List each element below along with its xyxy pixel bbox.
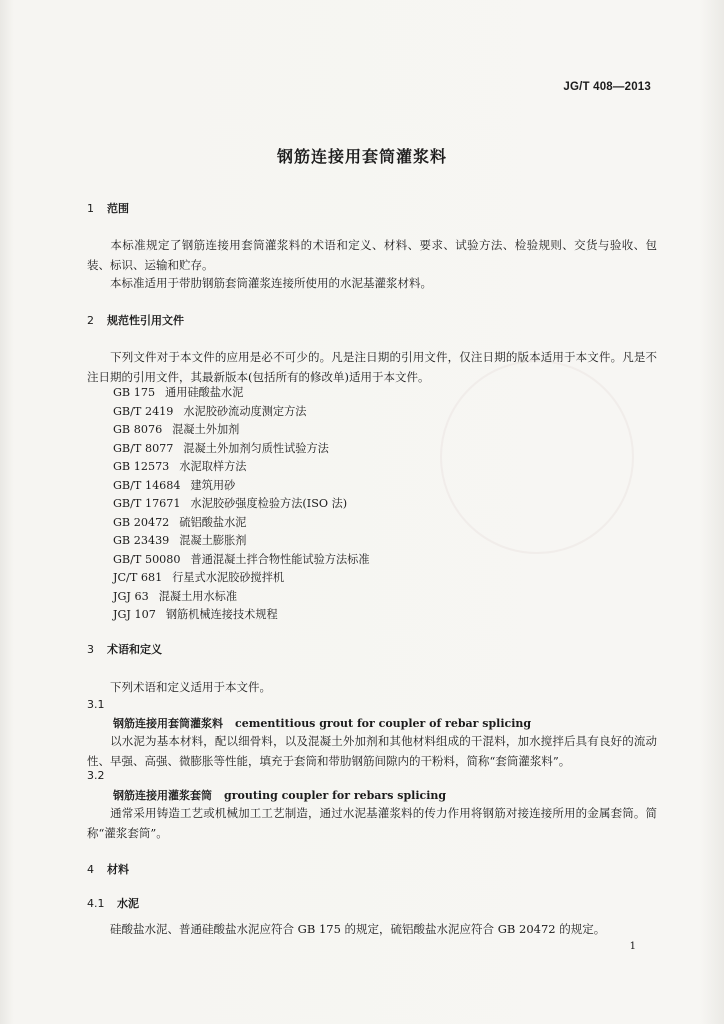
term-3-1-number: 3.1 [87,698,105,711]
term-3-1-title [113,715,531,731]
section-3-heading [87,641,162,657]
reference-item: GB/T 50080 普通混凝土拌合物性能试验方法标准 [113,552,370,566]
reference-item: JGJ 63 混凝土用水标准 [113,589,238,603]
reference-item: JC/T 681 行星式水泥胶砂搅拌机 [113,571,285,584]
section-title: 水泥 [117,897,139,910]
section-number: 2 [87,314,94,327]
reference-item: GB 8076 混凝土外加剂 [113,423,240,436]
paragraph-text: 下列术语和定义适用于本文件。 [110,680,271,694]
standard-code: JG/T 408—2013 [563,81,651,93]
section-3-intro [87,677,657,697]
section-number: 4.1 [87,897,105,910]
section-number: 4 [87,863,94,876]
term-chinese: 钢筋连接用灌浆套筒 [113,789,212,802]
section-1-paragraph-2 [87,273,657,293]
page-number: 1 [629,941,636,952]
section-title: 规范性引用文件 [107,314,184,327]
paragraph-text: 本标准规定了钢筋连接用套筒灌浆料的术语和定义、材料、要求、试验方法、检验规则、交货与验收、包装、标识、运输和贮存。 [87,238,657,272]
paragraph-text: 硅酸盐水泥、普通硅酸盐水泥应符合 GB 175 的规定，硫铝酸盐水泥应符合 GB 20472 的规定。 [110,922,606,936]
reference-item: JGJ 107 钢筋机械连接技术规程 [113,608,278,621]
section-4-heading [87,861,129,877]
subsection-4-1-paragraph [87,919,657,939]
reference-item: GB 12573 水泥取样方法 [113,460,247,473]
term-3-2-number: 3.2 [87,769,105,782]
section-2-heading [87,312,184,328]
section-1-heading [87,200,129,216]
subsection-4-1-heading [87,895,139,911]
section-title: 材料 [107,863,129,876]
paragraph-text: 通常采用铸造工艺或机械加工工艺制造，通过水泥基灌浆料的传力作用将钢筋对接连接所用的金属套筒。简称“灌浆套筒”。 [87,806,657,840]
term-3-2-title [113,787,446,803]
term-english: cementitious grout for coupler of rebar splicing [235,717,532,730]
reference-item: GB 23439 混凝土膨胀剂 [113,534,247,547]
normative-reference-list [113,384,370,625]
term-3-1-definition [87,731,657,771]
section-1-paragraph-1 [87,235,657,275]
paragraph-text: 以水泥为基本材料，配以细骨料，以及混凝土外加剂和其他材料组成的干混料，加水搅拌后具有良好的流动性、早强、高强、微膨胀等性能，填充于套筒和带肋钢筋间隙内的干粉料，简称“套筒灌浆料”。 [87,734,657,768]
reference-item: GB/T 8077 混凝土外加剂匀质性试验方法 [113,441,329,455]
term-3-2-definition [87,803,657,843]
reference-item: GB/T 14684 建筑用砂 [113,478,236,492]
reference-item: GB/T 17671 水泥胶砂强度检验方法(ISO 法) [113,497,348,510]
faint-seal-mark [440,360,634,554]
reference-item: GB 175 通用硅酸盐水泥 [113,386,244,399]
reference-item: GB/T 2419 水泥胶砂流动度测定方法 [113,404,307,418]
section-title: 术语和定义 [107,643,162,656]
document-title: 钢筋连接用套筒灌浆料 [276,147,447,166]
term-chinese: 钢筋连接用套筒灌浆料 [113,717,223,730]
paragraph-text: 本标准适用于带肋钢筋套筒灌浆连接所使用的水泥基灌浆材料。 [110,276,432,290]
term-english: grouting coupler for rebars splicing [224,789,447,802]
paragraph-text: 下列文件对于本文件的应用是必不可少的。凡是注日期的引用文件，仅注日期的版本适用于本文件。凡是不注日期的引用文件，其最新版本(包括所有的修改单)适用于本文件。 [87,350,657,384]
reference-item: GB 20472 硫铝酸盐水泥 [113,515,247,529]
section-number: 3 [87,643,94,656]
section-2-paragraph [87,347,657,387]
section-number: 1 [87,202,94,215]
section-title: 范围 [107,202,129,215]
